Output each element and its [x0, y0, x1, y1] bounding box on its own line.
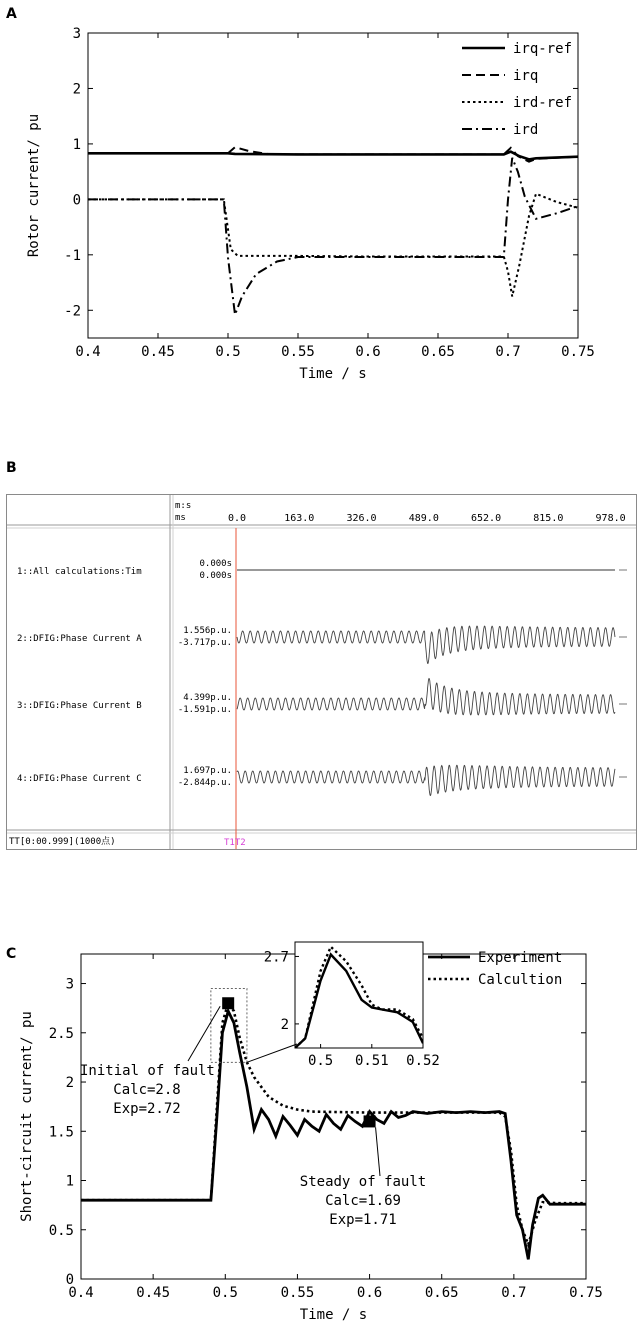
c-annotation-initial-line: Exp=2.72 [113, 1101, 181, 1117]
a-y-tick-label: -1 [64, 247, 81, 264]
b-time-tick-label: 978.0 [595, 513, 626, 524]
panel-b-letter: B [6, 460, 17, 476]
c-inset-x-tick-label: 0.5 [307, 1053, 334, 1069]
b-trace-phase-3 [237, 765, 615, 795]
c-arrow-initial [188, 1006, 220, 1061]
a-legend-label-ird: ird [513, 122, 539, 138]
a-y-tick-label: 3 [72, 26, 81, 42]
c-legend-label-Experiment: Experiment [478, 950, 563, 966]
c-y-tick-label: 2 [65, 1075, 74, 1092]
c-arrow-steady [376, 1127, 380, 1176]
a-x-tick-label: 0.45 [141, 344, 175, 360]
c-inset-connector [247, 1044, 297, 1062]
a-y-tick-label: 1 [72, 136, 81, 153]
dfig-waveform-viewer [6, 494, 637, 850]
b-time-tick-label: 652.0 [471, 513, 502, 524]
b-time-tick-label: 815.0 [533, 513, 564, 524]
c-y-tick-label: 0.5 [48, 1222, 74, 1239]
c-inset-y-tick-label: 2 [280, 1016, 289, 1033]
a-series-ird [88, 158, 578, 315]
a-x-tick-label: 0.4 [75, 344, 101, 360]
panel-a-letter: A [6, 6, 17, 22]
c-x-tick-label: 0.7 [501, 1285, 527, 1301]
b-row-label: 2::DFIG:Phase Current A [17, 634, 142, 644]
c-marker-initial [222, 997, 234, 1009]
c-y-tick-label: 0 [65, 1272, 74, 1288]
c-annotation-initial-line: Initial of fault [80, 1063, 215, 1079]
rotor-current-chart [0, 0, 641, 400]
a-y-tick-label: -2 [64, 303, 81, 320]
c-x-tick-label: 0.65 [424, 1285, 459, 1301]
b-row-min: -2.844p.u. [177, 778, 232, 788]
b-row-max: 4.399p.u. [183, 693, 232, 703]
a-legend-label-irq: irq [513, 68, 539, 84]
b-row-label: 4::DFIG:Phase Current C [17, 774, 142, 784]
a-y-axis-label: Rotor current/ pu [26, 113, 42, 258]
b-row-min: -1.591p.u. [177, 705, 232, 715]
b-time-tick-label: 489.0 [408, 513, 439, 524]
c-annotation-steady-line: Exp=1.71 [329, 1212, 397, 1228]
c-annotation-initial-line: Calc=2.8 [113, 1082, 181, 1098]
c-x-tick-label: 0.55 [280, 1285, 315, 1301]
c-x-tick-label: 0.4 [68, 1285, 94, 1301]
a-x-tick-label: 0.65 [421, 344, 455, 360]
b-row-min: -3.717p.u. [177, 638, 232, 648]
a-x-tick-label: 0.6 [355, 344, 381, 360]
b-time-tick-label: 163.0 [284, 513, 315, 524]
b-header-unit-ms: m:s [175, 501, 192, 511]
c-y-tick-label: 2.5 [48, 1025, 74, 1042]
a-y-tick-label: 2 [72, 81, 81, 98]
panel-c-letter: C [6, 946, 17, 962]
c-annotation-steady-line: Calc=1.69 [325, 1193, 401, 1209]
short-circuit-current-chart [0, 940, 641, 1333]
c-inset-x-tick-label: 0.51 [354, 1053, 389, 1069]
a-axes-frame [88, 33, 578, 338]
b-row-label: 1::All calculations:Tim [17, 567, 142, 577]
b-footer-label: TT[0:00.999](1000点) [9, 837, 116, 847]
b-row-max: 1.697p.u. [183, 766, 232, 776]
c-y-tick-label: 3 [65, 976, 74, 993]
b-trace-phase-1 [237, 626, 615, 663]
b-time-tick-label: 326.0 [346, 513, 377, 524]
c-inset-y-tick-label: 2.7 [263, 949, 289, 966]
a-x-tick-label: 0.7 [495, 344, 521, 360]
b-time-tick-label: 0.0 [227, 513, 247, 524]
a-x-axis-label: Time / s [299, 366, 367, 382]
a-legend-label-ird-ref: ird-ref [513, 95, 573, 111]
c-x-tick-label: 0.5 [212, 1285, 238, 1301]
c-y-tick-label: 1.5 [48, 1124, 74, 1141]
a-legend-label-irq-ref: irq-ref [513, 41, 573, 57]
b-row-label: 3::DFIG:Phase Current B [17, 701, 142, 711]
c-annotation-steady-line: Steady of fault [299, 1174, 427, 1190]
b-trace-phase-2 [237, 679, 615, 715]
b-header-unit-ms2: ms [175, 513, 186, 523]
a-x-tick-label: 0.55 [281, 344, 315, 360]
c-y-axis-label: Short-circuit current/ pu [19, 1011, 35, 1222]
c-x-tick-label: 0.45 [136, 1285, 171, 1301]
c-x-axis-label: Time / s [299, 1307, 368, 1323]
b-t1t2-marker: T1T2 [224, 838, 246, 848]
short-circuit-current-chart-svg [0, 940, 641, 1333]
c-x-tick-label: 0.75 [569, 1285, 603, 1301]
dfig-waveform-svg [7, 495, 636, 849]
c-y-tick-label: 1 [65, 1173, 74, 1190]
b-row-max: 0.000s [199, 559, 232, 569]
c-x-tick-label: 0.6 [356, 1285, 383, 1301]
a-x-tick-label: 0.5 [215, 344, 241, 360]
a-x-tick-label: 0.75 [561, 344, 595, 360]
c-inset-x-tick-label: 0.52 [406, 1053, 440, 1069]
a-y-tick-label: 0 [72, 192, 81, 209]
rotor-current-chart-svg [0, 0, 641, 400]
c-legend-label-Calcultion: Calcultion [478, 972, 563, 988]
b-row-max: 1.556p.u. [183, 626, 232, 636]
b-row-min: 0.000s [199, 571, 232, 581]
c-marker-steady [364, 1115, 376, 1127]
